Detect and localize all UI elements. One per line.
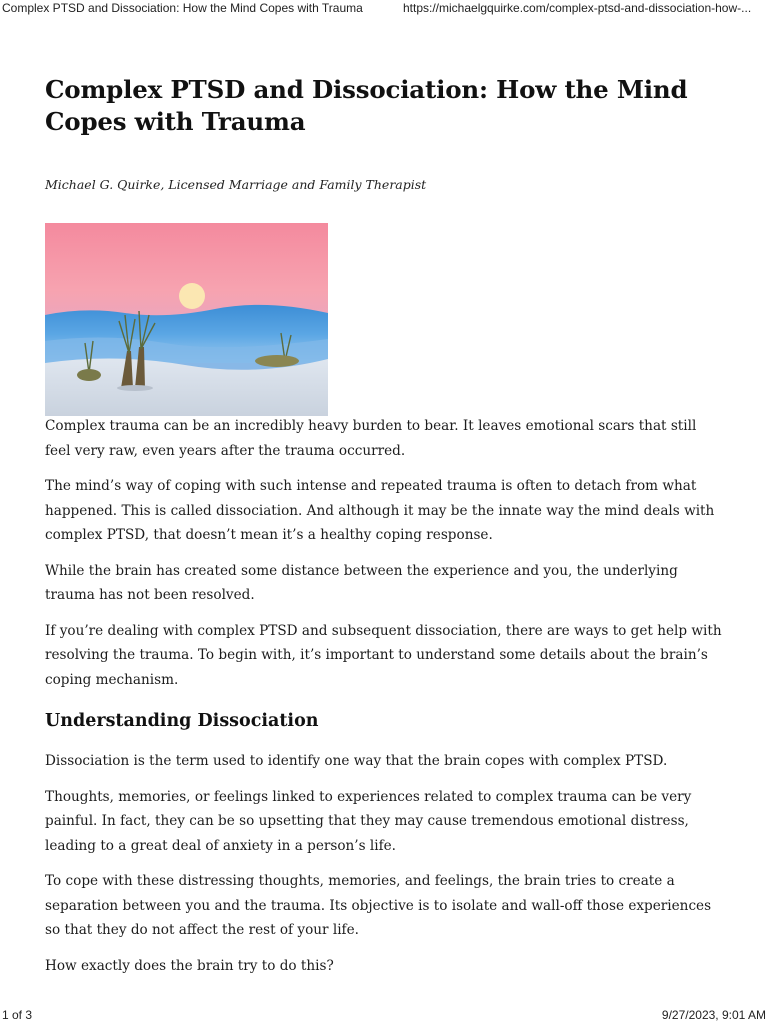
article [45, 74, 725, 989]
section-heading: Understanding Dissociation [45, 711, 319, 731]
paragraph: To cope with these distressing thoughts, memories, and feelings, the brain tries to create a separation between you and the trauma. Its objective is to isolate and wall-off those experiences so that they do not affect the rest of your life. [45, 873, 712, 938]
header-page-url: https://michaelgquirke.com/complex-ptsd-and-dissociation-how-... [403, 1, 752, 15]
print-date: 9/27/2023, 9:01 AM [661, 1008, 766, 1022]
article-title: Complex PTSD and Dissociation: How the Mind Copes with Trauma [45, 75, 688, 136]
dissociation-section [45, 749, 725, 978]
article-byline: Michael G. Quirke, Licensed Marriage and Family Therapist [45, 177, 427, 192]
paragraph: If you’re dealing with complex PTSD and subsequent dissociation, there are ways to get help with resolving the trauma. To begin with, it’s important to understand some details about the brain’s coping mechanism. [45, 622, 722, 688]
paragraph: How exactly does the brain try to do this? [45, 957, 334, 974]
paragraph: Complex trauma can be an incredibly heavy burden to bear. It leaves emotional scars that still feel very raw, even years after the trauma occurred. [45, 418, 697, 459]
hero-image-desert-moon [45, 223, 328, 416]
intro-section [45, 414, 725, 692]
print-header [0, 0, 768, 18]
paragraph: While the brain has created some distance between the experience and you, the underlying trauma has not been resolved. [45, 562, 678, 603]
print-footer [0, 1008, 768, 1024]
header-page-title: Complex PTSD and Dissociation: How the Mind Copes with Trauma [2, 1, 363, 15]
paragraph: Thoughts, memories, or feelings linked to experiences related to complex trauma can be very painful. In fact, they can be so upsetting that they may cause tremendous emotional distress, leading to a great deal of anxiety in a person’s life. [45, 788, 692, 854]
page-number: 1 of 3 [2, 1008, 33, 1022]
paragraph: The mind’s way of coping with such intense and repeated trauma is often to detach from what happened. This is called dissociation. And although it may be the innate way the mind deals with complex PTSD, that doesn’t mean it’s a healthy coping response. [45, 478, 715, 543]
paragraph: Dissociation is the term used to identify one way that the brain copes with complex PTSD. [45, 753, 668, 769]
